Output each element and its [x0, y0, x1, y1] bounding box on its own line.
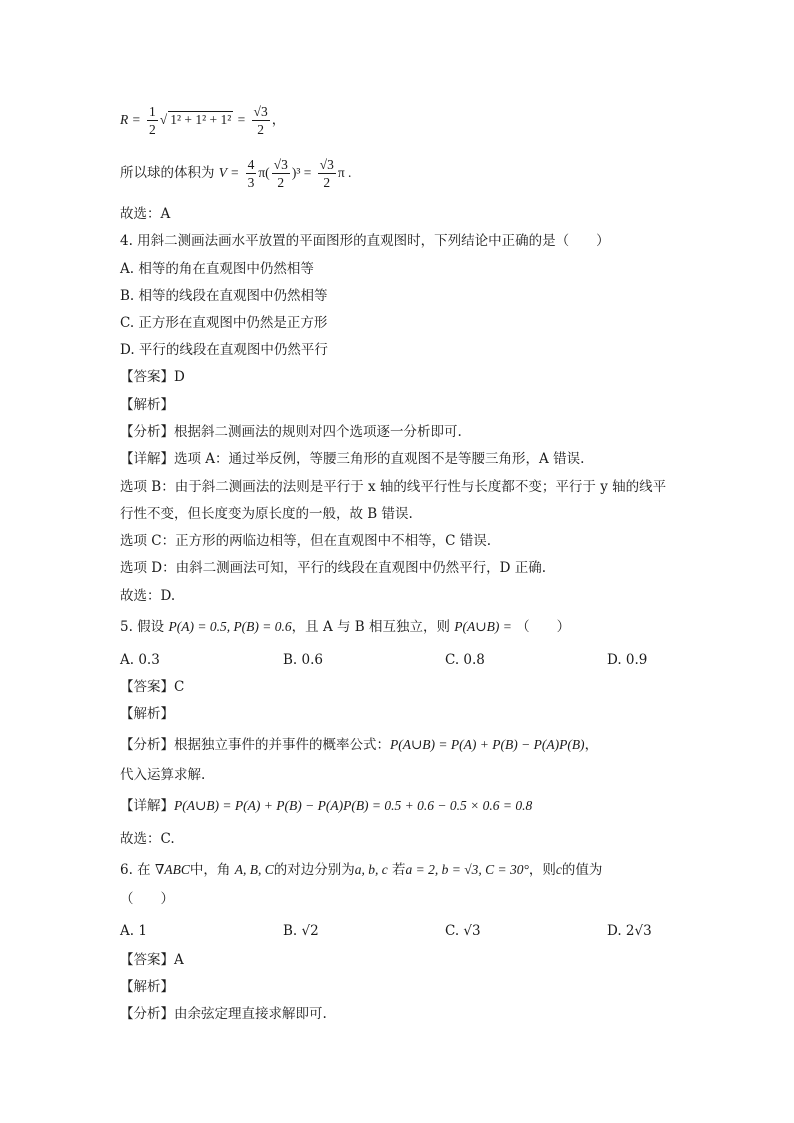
- q5-detail-formula: P(A∪B) = P(A) + P(B) − P(A)P(B) = 0.5 + 0.6 − 0.5 × 0.6 = 0.8: [174, 798, 533, 813]
- radius-formula: R = $\frac{1}{2}$ √ 1² + 1² + 1² = $\frac{√3}{2}$ ，: [120, 104, 286, 137]
- volume-inner-fraction: $\frac{√3}{2}$: [273, 157, 288, 190]
- q5-option-d: D. 0.9: [607, 652, 648, 668]
- volume-prefix: 所以球的体积为: [120, 165, 215, 181]
- q5-option-c: C. 0.8: [445, 652, 485, 668]
- q4-option-b: B. 相等的线段在直观图中仍然相等: [120, 288, 328, 304]
- q4-detail-a: 【详解】选项 A：通过举反例，等腰三角形的直观图不是等腰三角形，A 错误.: [120, 451, 585, 467]
- q5-pick: 故选：C.: [120, 831, 175, 847]
- q6-answer: 【答案】A: [120, 952, 184, 968]
- q6-option-d: D. 2√3: [607, 923, 652, 939]
- volume-result: $\frac{√3}{2}$: [319, 157, 334, 190]
- q4-option-a: A. 相等的角在直观图中仍然相等: [120, 261, 314, 277]
- q5-fenxi-line2: 代入运算求解.: [120, 767, 206, 783]
- q6-fenxi: 【分析】由余弦定理直接求解即可.: [120, 1006, 327, 1022]
- q6-analysis-title: 【解析】: [120, 979, 174, 995]
- q6-triangle: ∇ABC: [154, 862, 190, 877]
- q5-given: P(A) = 0.5, P(B) = 0.6: [168, 619, 292, 634]
- q5-option-b: B. 0.6: [283, 652, 323, 668]
- q6-stem: 6. 在 ∇ABC中，角 A, B, C的对边分别为a, b, c 若a = 2, b = √3, C = 30°，则c的值为: [120, 862, 603, 878]
- q5-detail: 【详解】P(A∪B) = P(A) + P(B) − P(A)P(B) = 0.5 + 0.6 − 0.5 × 0.6 = 0.8: [120, 798, 533, 814]
- q5-option-a: A. 0.3: [120, 652, 160, 668]
- q4-fenxi: 【分析】根据斜二测画法的规则对四个选项逐一分析即可.: [120, 424, 462, 440]
- q4-analysis-title: 【解析】: [120, 397, 174, 413]
- q6-condition: a = 2, b = √3, C = 30°: [405, 862, 529, 877]
- q6-option-a: A. 1: [120, 923, 147, 939]
- q5-fenxi: 【分析】根据独立事件的并事件的概率公式：P(A∪B) = P(A) + P(B) − P(A)P(B)，: [120, 737, 599, 753]
- q4-stem: 4. 用斜二测画法画水平放置的平面图形的直观图时，下列结论中正确的是（ ）: [120, 233, 610, 249]
- q6-paren: （ ）: [120, 891, 174, 907]
- q4-detail-b1: 选项 B：由于斜二测画法的法则是平行于 x 轴的线平行性与长度都不变；平行于 y 轴的线平: [120, 479, 667, 495]
- top-pick: 故选：A: [120, 206, 171, 222]
- q4-pick: 故选：D.: [120, 588, 176, 604]
- q5-answer: 【答案】C: [120, 679, 185, 695]
- radius-sqrt-body: 1² + 1² + 1²: [170, 112, 232, 127]
- q4-option-c: C. 正方形在直观图中仍然是正方形: [120, 315, 328, 331]
- radius-lhs: R =: [120, 112, 141, 127]
- q5-fenxi-formula: P(A∪B) = P(A) + P(B) − P(A)P(B): [390, 737, 585, 752]
- q6-option-c: C. √3: [445, 923, 481, 939]
- q4-detail-d: 选项 D：由斜二测画法可知，平行的线段在直观图中仍然平行，D 正确.: [120, 560, 547, 576]
- q5-stem: 5. 假设 P(A) = 0.5, P(B) = 0.6，且 A 与 B 相互独立，则 P(A∪B) = （ ）: [120, 619, 571, 635]
- radius-result: $\frac{√3}{2}$: [253, 104, 268, 137]
- q6-option-b: B. √2: [283, 923, 319, 939]
- q5-ask: P(A∪B) =: [454, 619, 512, 634]
- q5-analysis-title: 【解析】: [120, 706, 174, 722]
- radius-sqrt-sign: √: [159, 112, 168, 127]
- volume-formula: 所以球的体积为 V = $\frac{4}{3}$ π( $\frac{√3}{2}$ )³ = $\frac{√3}{2}$ π .: [120, 157, 352, 190]
- radius-fraction: $\frac{1}{2}$: [149, 104, 156, 137]
- q4-detail-c: 选项 C：正方形的两临边相等，但在直观图中不相等，C 错误.: [120, 533, 492, 549]
- q4-detail-b2: 行性不变，但长度变为原长度的一般，故 B 错误.: [120, 506, 413, 522]
- volume-fraction: $\frac{4}{3}$: [247, 157, 255, 190]
- q4-answer: 【答案】D: [120, 369, 185, 385]
- q4-option-d: D. 平行的线段在直观图中仍然平行: [120, 342, 328, 358]
